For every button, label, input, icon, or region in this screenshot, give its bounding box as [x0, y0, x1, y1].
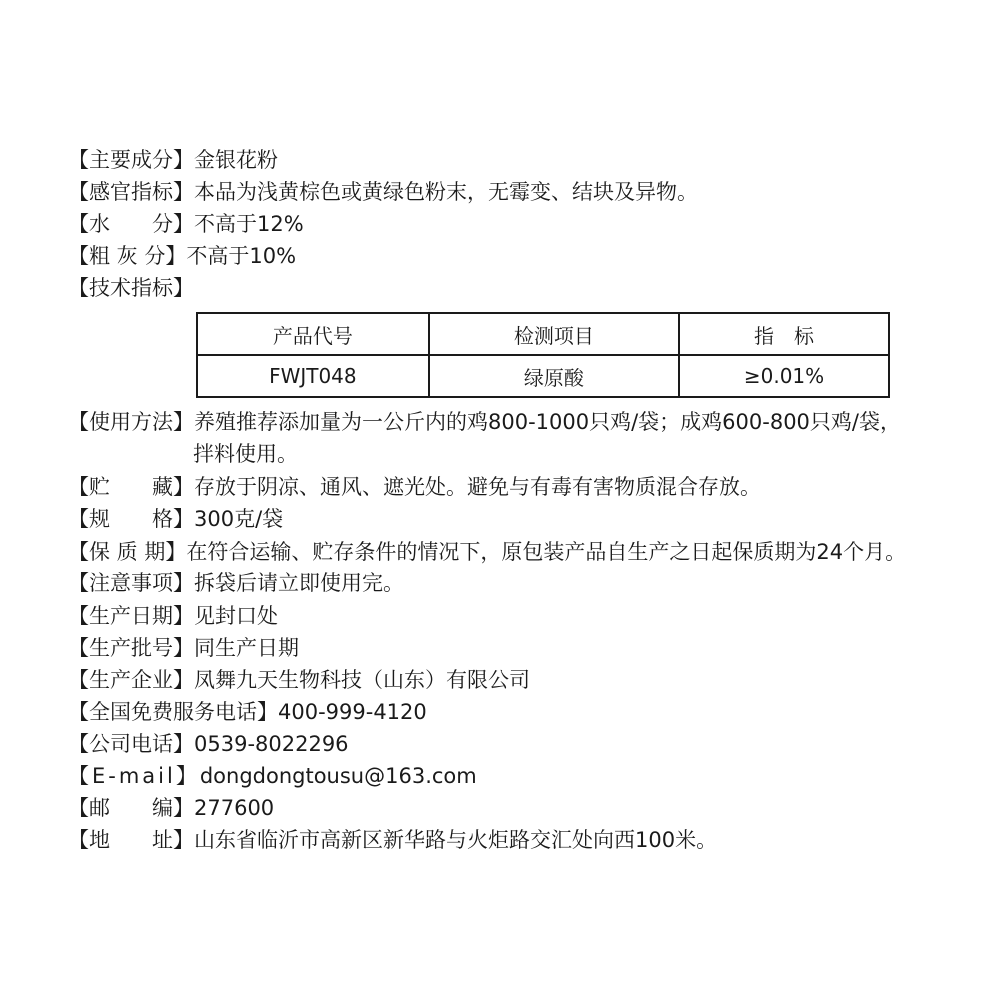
batch-value: 同生产日期	[194, 636, 299, 660]
ash-value: 不高于10%	[186, 244, 297, 268]
usage-label: 【使用方法】	[68, 410, 194, 434]
address-value: 山东省临沂市高新区新华路与火炬路交汇处向西100米。	[194, 828, 718, 852]
usage-value: 养殖推荐添加量为一公斤内的鸡800-1000只鸡/袋；成鸡600-800只鸡/袋，	[194, 410, 901, 434]
shelf-life-label: 【保 质 期】	[68, 540, 187, 564]
sensory-label: 【感官指标】	[68, 180, 194, 204]
ingredient-row	[68, 144, 278, 176]
table-header-row	[197, 313, 889, 355]
spec-label: 【规 格】	[68, 507, 194, 531]
ingredient-label: 【主要成分】	[68, 148, 194, 172]
table-header-cell: 产品代号	[197, 313, 429, 355]
company-row	[68, 664, 530, 696]
moisture-label: 【水 分】	[68, 212, 194, 236]
phone-label: 【公司电话】	[68, 732, 194, 756]
company-value: 凤舞九天生物科技（山东）有限公司	[194, 668, 530, 692]
usage-value-continued: 拌料使用。	[193, 442, 298, 466]
address-row	[68, 824, 717, 856]
shelf-life-value: 在符合运输、贮存条件的情况下，原包装产品自生产之日起保质期为24个月。	[186, 540, 907, 564]
tech-row	[68, 272, 194, 304]
email-value: dongdongtousu@163.com	[199, 764, 477, 788]
postcode-row	[68, 792, 274, 824]
email-label: 【E-mail】	[68, 764, 200, 788]
hotline-label: 【全国免费服务电话】	[68, 700, 278, 724]
ash-row	[68, 240, 296, 272]
notes-value: 拆袋后请立即使用完。	[194, 571, 404, 595]
moisture-value: 不高于12%	[194, 212, 304, 236]
ingredient-value: 金银花粉	[194, 148, 278, 172]
spec-value: 300克/袋	[194, 507, 284, 531]
sensory-value: 本品为浅黄棕色或黄绿色粉末，无霉变、结块及异物。	[194, 180, 698, 204]
table-cell: FWJT048	[197, 355, 429, 397]
shelf-life-row	[68, 536, 906, 568]
storage-value: 存放于阴凉、通风、遮光处。避免与有毒有害物质混合存放。	[194, 475, 761, 499]
phone-value: 0539-8022296	[194, 732, 349, 756]
production-date-value: 见封口处	[194, 604, 278, 628]
notes-row	[68, 567, 404, 599]
spec-row	[68, 503, 283, 535]
batch-label: 【生产批号】	[68, 636, 194, 660]
table-row	[197, 355, 889, 397]
tech-label: 【技术指标】	[68, 276, 194, 300]
hotline-value: 400-999-4120	[278, 700, 427, 724]
phone-row	[68, 728, 349, 760]
table-header-cell: 检测项目	[429, 313, 679, 355]
table-cell: ≥0.01%	[679, 355, 889, 397]
production-date-row	[68, 600, 278, 632]
postcode-value: 277600	[194, 796, 275, 820]
email-row	[68, 760, 477, 792]
company-label: 【生产企业】	[68, 668, 194, 692]
sensory-row	[68, 176, 698, 208]
tech-spec-table	[196, 312, 890, 398]
postcode-label: 【邮 编】	[68, 796, 194, 820]
address-label: 【地 址】	[68, 828, 194, 852]
table-cell: 绿原酸	[429, 355, 679, 397]
storage-row	[68, 471, 761, 503]
storage-label: 【贮 藏】	[68, 475, 194, 499]
batch-row	[68, 632, 299, 664]
moisture-row	[68, 208, 304, 240]
notes-label: 【注意事项】	[68, 571, 194, 595]
ash-label: 【粗 灰 分】	[68, 244, 187, 268]
hotline-row	[68, 696, 427, 728]
production-date-label: 【生产日期】	[68, 604, 194, 628]
usage-row	[68, 406, 901, 438]
table-header-cell: 指 标	[679, 313, 889, 355]
